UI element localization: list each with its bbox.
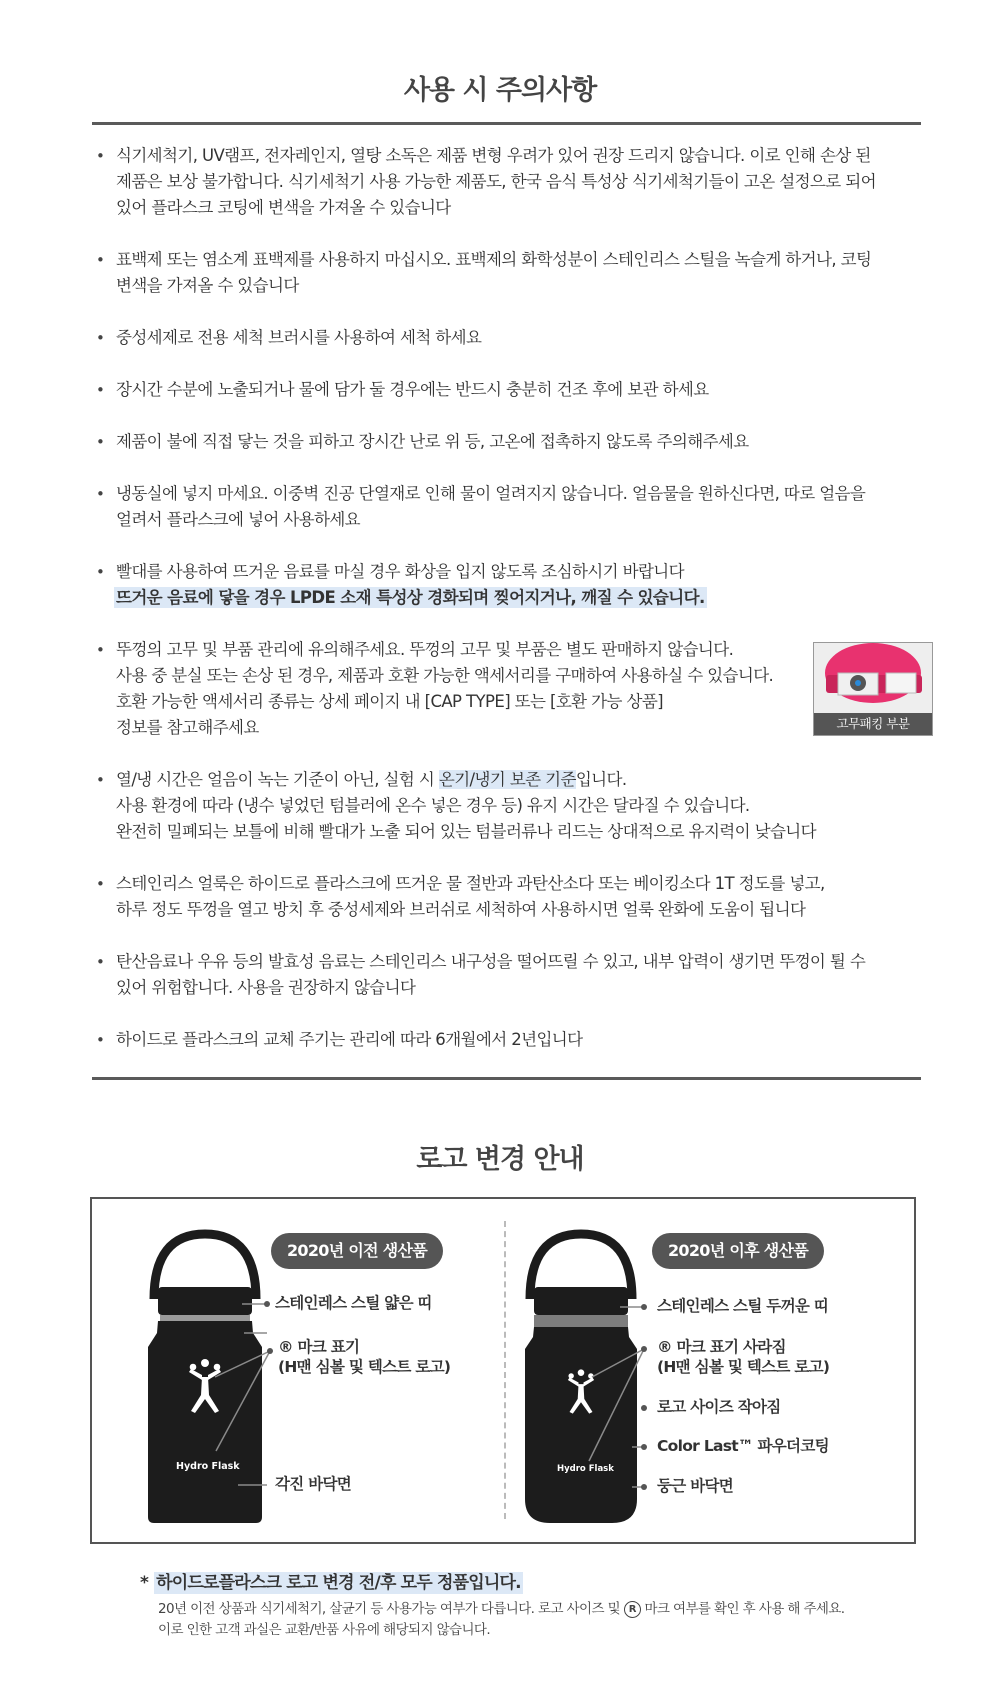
note-angled-base: 각진 바닥면 [275, 1475, 352, 1493]
brand-text-after: Hydro Flask [557, 1464, 614, 1474]
bottom-divider [92, 1077, 921, 1080]
note-thick-band: 스테인레스 스틸 두꺼운 띠 [657, 1297, 829, 1315]
list-item [96, 637, 936, 741]
list-item [96, 481, 936, 533]
item-text: 변색을 가져올 수 있습니다 [116, 276, 299, 295]
item-text: 있어 플라스크 코팅에 변색을 가져올 수 있습니다 [116, 198, 451, 217]
item-text: 입니다. [575, 770, 627, 789]
registered-mark-icon: R [624, 1601, 641, 1618]
leader-dots-after [641, 1304, 647, 1490]
note-logo-desc-after: (H맨 심볼 및 텍스트 로고) [657, 1358, 830, 1376]
item-text: • 중성세제로 전용 세척 브러시를 사용하여 세척 하세요 [116, 328, 482, 347]
item-text: 있어 위험합니다. 사용을 권장하지 않습니다 [116, 978, 416, 997]
item-text: • 탄산음료나 우유 등의 발효성 음료는 스테인리스 내구성을 떨어뜨릴 수 있고, 내부 압력이 생기면 뚜껑이 튈 수 [116, 952, 866, 971]
compare-divider [504, 1221, 506, 1519]
item-text: 정보를 참고해주세요 [116, 718, 259, 737]
item-text: • 식기세척기, UV램프, 전자레인지, 열탕 소독은 제품 변형 우려가 있어 권장 드리지 않습니다. 이로 인해 손상 된 [116, 146, 871, 165]
logo-change-title: 로고 변경 안내 [416, 1144, 584, 1175]
item-text: 제품은 보상 불가합니다. 식기세척기 사용 가능한 제품도, 한국 음식 특성상 식기세척기들이 고온 설정으로 되어 [116, 172, 876, 191]
list-item [96, 949, 936, 1001]
item-text: 호환 가능한 액세서리 종류는 상세 페이지 내 [CAP TYPE] 또는 [호환 가능 상품] [116, 692, 663, 711]
footnote-text: 20년 이전 상품과 식기세척기, 살균기 등 사용가능 여부가 다릅니다. 로고 사이즈 및 [158, 1601, 624, 1617]
item-text: • 스테인리스 얼룩은 하이드로 플라스크에 뜨거운 물 절반과 과탄산소다 또는 베이킹소다 1T 정도를 넣고, [116, 874, 825, 893]
note-round-base: 둥근 바닥면 [657, 1477, 734, 1495]
item-text: 사용 중 분실 또는 손상 된 경우, 제품과 호환 가능한 액세서리를 구매하여 사용하실 수 있습니다. [116, 666, 774, 685]
footnote-star: * [140, 1573, 149, 1593]
footnote-main: 하이드로플라스크 로고 변경 전/후 모두 정품입니다. [156, 1573, 521, 1593]
item-text: 하루 정도 뚜껑을 열고 방치 후 중성세제와 브러쉬로 세척하여 사용하시면 얼룩 완화에 도움이 됩니다 [116, 900, 806, 919]
footnote-text: 마크 여부를 확인 후 사용 해 주세요. [640, 1601, 845, 1617]
note-reg-mark: ® 마크 표기 [278, 1338, 360, 1356]
item-text: • 뚜껑의 고무 및 부품 관리에 유의해주세요. 뚜껑의 고무 및 부품은 별도 판매하지 않습니다. [116, 640, 734, 659]
item-text: • 장시간 수분에 노출되거나 물에 담가 둘 경우에는 반드시 충분히 건조 후에 보관 하세요 [116, 380, 709, 399]
note-reg-removed: ® 마크 표기 사라짐 [657, 1338, 786, 1356]
note-logo-desc: (H맨 심볼 및 텍스트 로고) [278, 1358, 451, 1376]
list-item [96, 1027, 936, 1053]
item-text: • 표백제 또는 염소계 표백제를 사용하지 마십시오. 표백제의 화학성분이 스테인리스 스틸을 녹슬게 하거나, 코팅 [116, 250, 872, 269]
list-item [96, 247, 936, 299]
cap-gasket-photo [813, 642, 933, 736]
note-smaller-logo: 로고 사이즈 작아짐 [657, 1398, 781, 1416]
note-thin-band: 스테인레스 스틸 얇은 띠 [275, 1294, 432, 1312]
highlight-keyword: 온기/냉기 보존 기준 [438, 770, 576, 789]
badge-after-2020: 2020년 이후 생산품 [652, 1233, 824, 1269]
item-text: • 하이드로 플라스크의 교체 주기는 관리에 따라 6개월에서 2년입니다 [116, 1030, 583, 1049]
item-text: 완전히 밀폐되는 보틀에 비해 빨대가 노출 되어 있는 텀블러류나 리드는 상대적으로 유지력이 낮습니다 [116, 822, 816, 841]
bottle-before [148, 1234, 262, 1523]
list-item [96, 429, 936, 455]
footnote-text: 이로 인한 고객 과실은 교환/반품 사유에 해당되지 않습니다. [158, 1622, 491, 1638]
list-item [96, 559, 936, 611]
badge-before-2020: 2020년 이전 생산품 [271, 1233, 443, 1269]
cap-caption: 고무패킹 부분 [814, 713, 932, 735]
list-item [96, 377, 936, 403]
list-item [96, 767, 936, 845]
precautions-list [96, 143, 936, 1053]
top-divider [92, 122, 921, 125]
item-text: 얼려서 플라스크에 넣어 사용하세요 [116, 510, 361, 529]
footnote [140, 1568, 960, 1641]
leader-dots-before [264, 1301, 273, 1354]
brand-text-before: Hydro Flask [176, 1461, 240, 1472]
logo-compare-box [90, 1197, 916, 1544]
note-powder-coating: Color Last™ 파우더코팅 [657, 1437, 829, 1455]
item-text: 사용 환경에 따라 (냉수 넣었던 텀블러에 온수 넣은 경우 등) 유지 시간은 달라질 수 있습니다. [116, 796, 750, 815]
precautions-title: 사용 시 주의사항 [403, 75, 597, 106]
item-text: • 제품이 불에 직접 닿는 것을 피하고 장시간 난로 위 등, 고온에 접촉하지 않도록 주의해주세요 [116, 432, 749, 451]
item-text: 열/냉 시간은 얼음이 녹는 기준이 아닌, 실험 시 [116, 770, 439, 789]
highlight-warning: 뜨거운 음료에 닿을 경우 LPDE 소재 특성상 경화되며 찢어지거나, 깨질 수 있습니다. [116, 588, 705, 607]
list-item [96, 325, 936, 351]
list-item [96, 143, 936, 221]
cap-illustration [814, 643, 932, 713]
item-text: • 빨대를 사용하여 뜨거운 음료를 마실 경우 화상을 입지 않도록 조심하시기 바랍니다 [116, 562, 684, 581]
item-text: • 냉동실에 넣지 마세요. 이중벽 진공 단열재로 인해 물이 얼려지지 않습니다. 얼음물을 원하신다면, 따로 얼음을 [116, 484, 866, 503]
list-item [96, 871, 936, 923]
